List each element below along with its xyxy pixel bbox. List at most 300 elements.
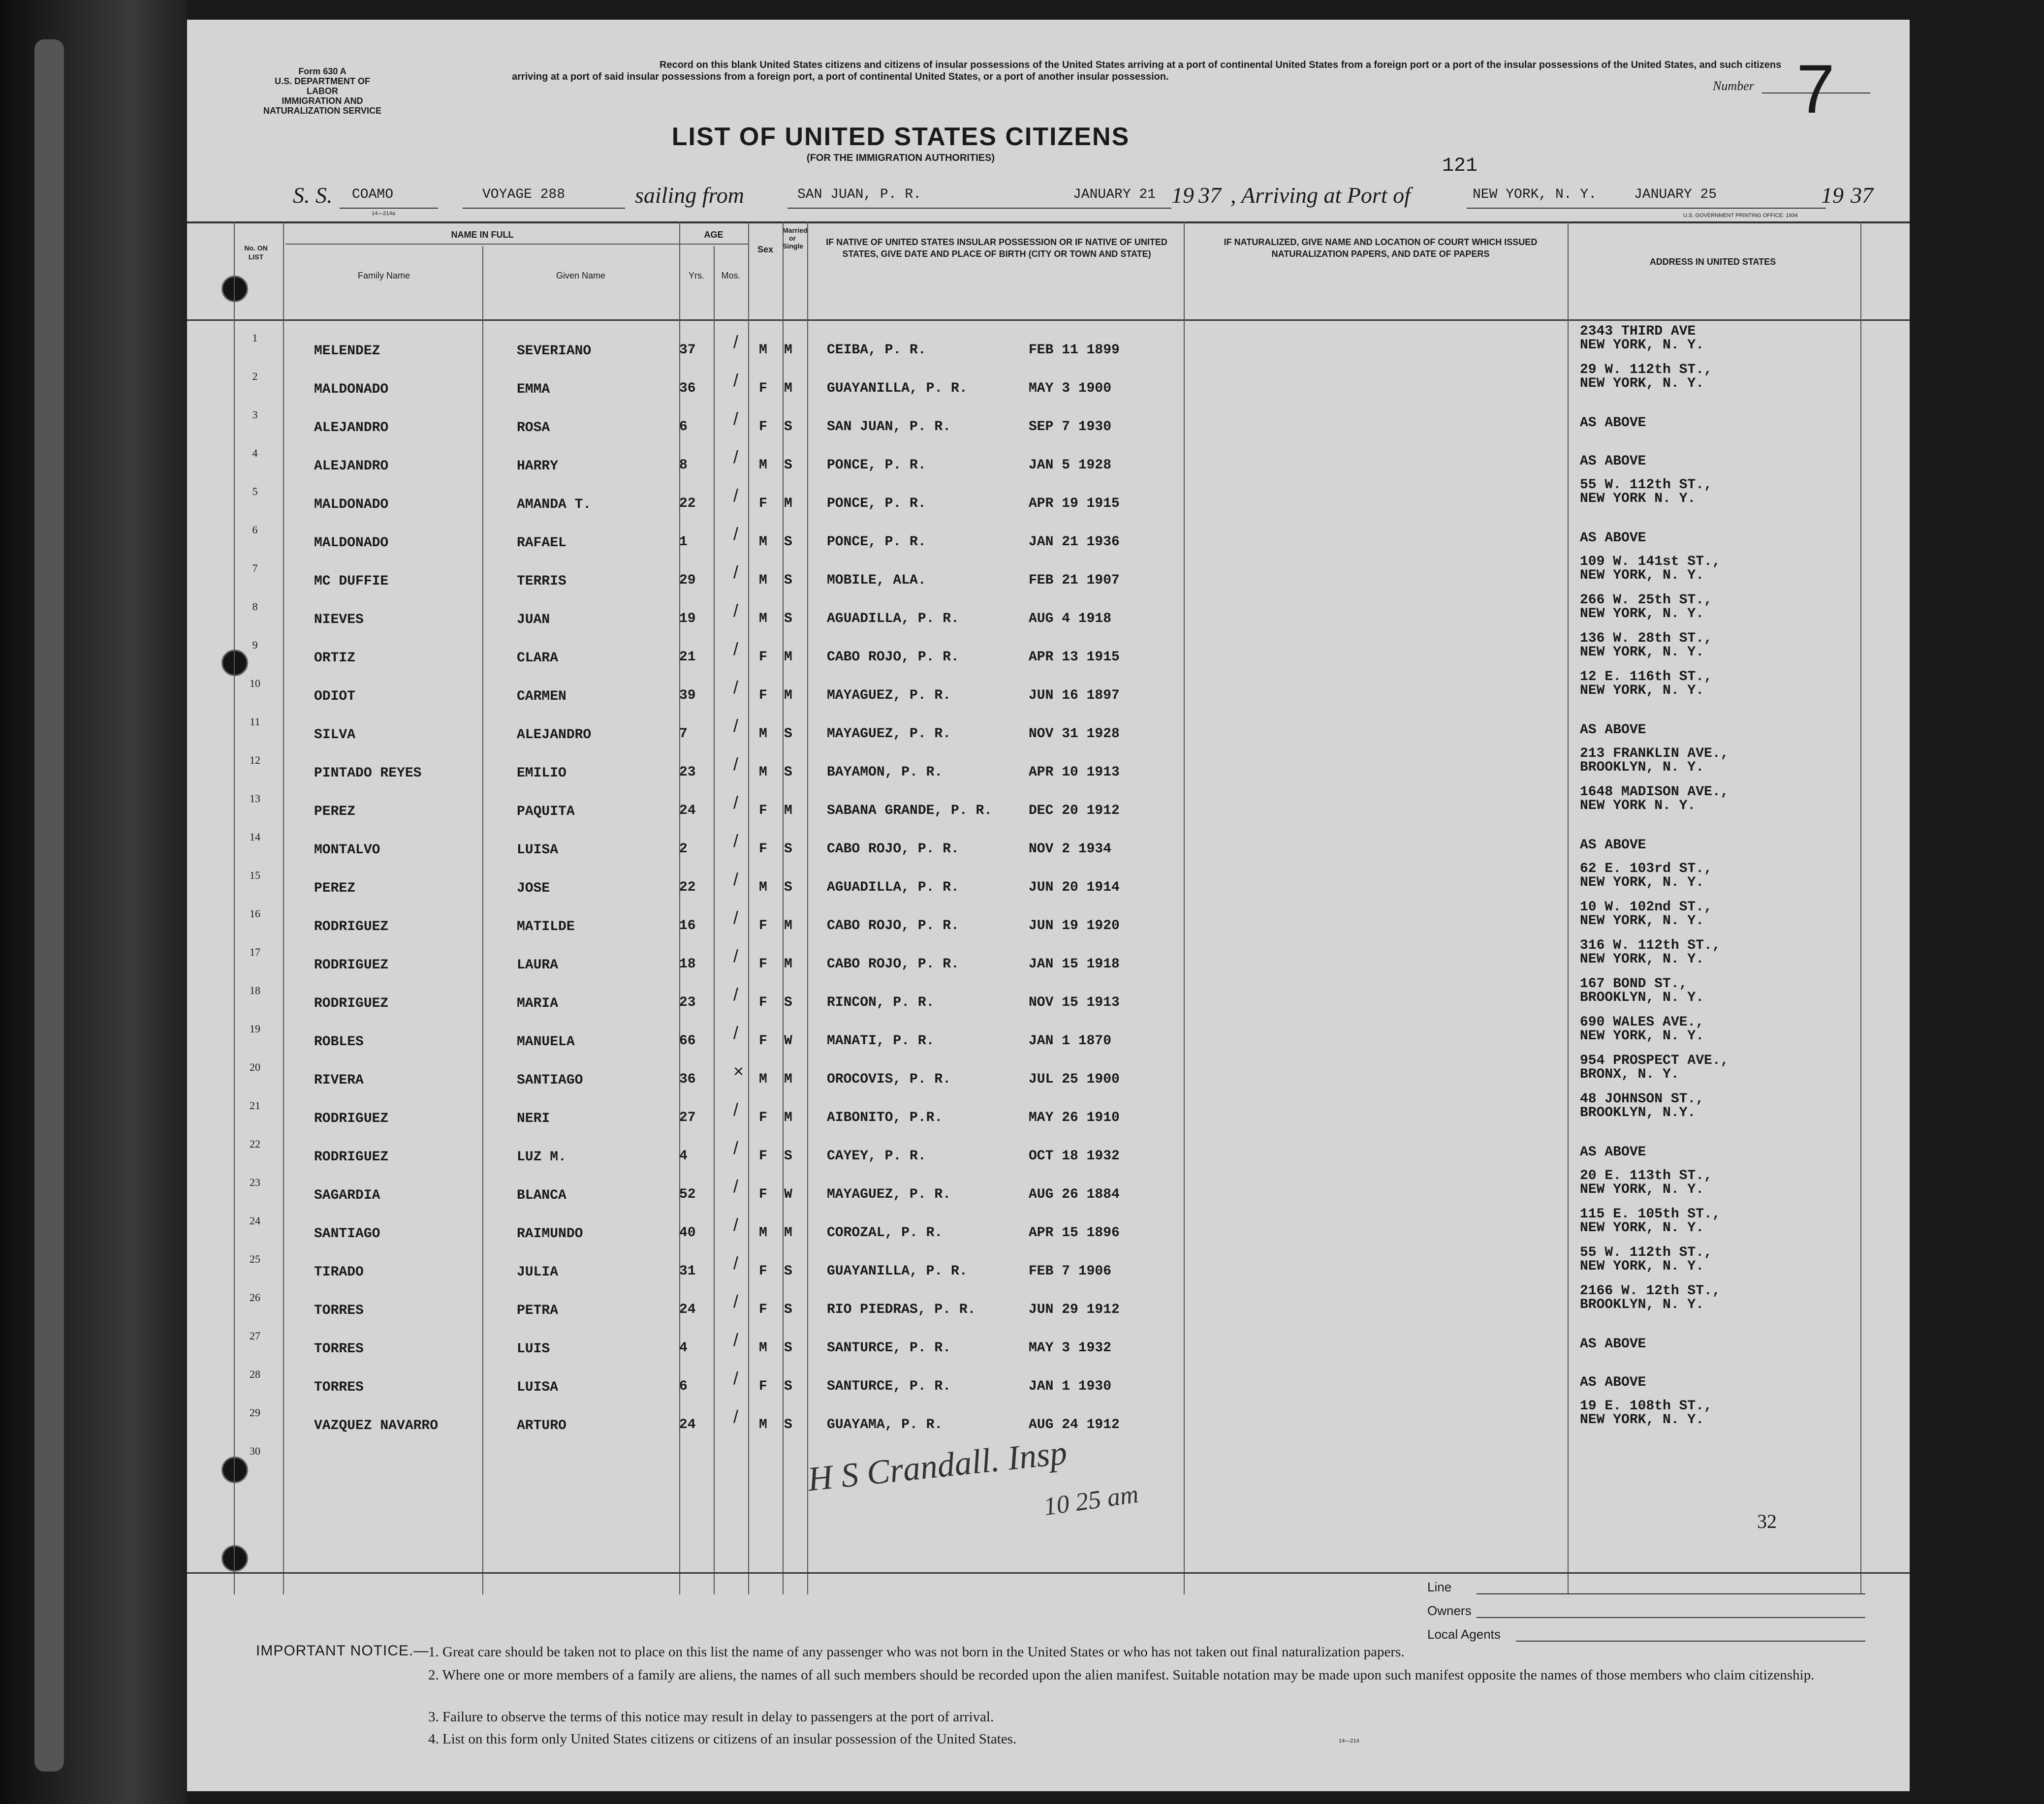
table-row	[187, 1246, 1910, 1284]
arrival-year: 37	[1851, 183, 1873, 208]
notice-item: 1. Great care should be taken not to place on this list the name of any passenger who was not born in the United States or who has not taken out final naturalization papers.	[428, 1644, 1405, 1660]
age-years: 36	[679, 381, 696, 396]
given-name: LUISA	[517, 842, 559, 858]
table-row	[187, 670, 1910, 709]
birth-place: CAYEY, P. R.	[827, 1149, 926, 1164]
address	[1580, 1016, 1704, 1043]
address-line-2: NEW YORK, N. Y.	[1580, 875, 1704, 890]
address-line-2: NEW YORK, N. Y.	[1580, 1028, 1704, 1044]
address-line-2: NEW YORK N. Y.	[1580, 798, 1696, 813]
given-name: LUISA	[517, 1380, 559, 1395]
given-name: HARRY	[517, 459, 559, 474]
age-months-tick: /	[733, 447, 739, 467]
address-line-1: 12 E. 116th ST.,	[1580, 669, 1712, 684]
row-number: 4	[252, 447, 258, 459]
age-years: 66	[679, 1033, 696, 1049]
birth-place: GUAYANILLA, P. R.	[827, 1264, 968, 1279]
sex: F	[759, 650, 767, 665]
table-row	[187, 325, 1910, 363]
row-number: 2	[252, 370, 258, 382]
print-code-bottom: 14—214	[1339, 1738, 1359, 1744]
address	[1580, 1146, 1646, 1159]
birth-date: MAY 3 1932	[1029, 1340, 1112, 1356]
given-name: CLARA	[517, 651, 559, 666]
birth-place: GUAYAMA, P. R.	[827, 1417, 943, 1432]
address-line-2: NEW YORK, N. Y.	[1580, 1412, 1704, 1428]
given-name: EMMA	[517, 382, 550, 397]
address-line-1: AS ABOVE	[1580, 530, 1646, 546]
row-number: 23	[250, 1176, 260, 1188]
sex: M	[759, 534, 767, 550]
family-name: RODRIGUEZ	[314, 1150, 389, 1165]
address	[1580, 325, 1704, 352]
birth-place: CABO ROJO, P. R.	[827, 650, 959, 665]
sex: F	[759, 1149, 767, 1164]
birth-place: PONCE, P. R.	[827, 458, 926, 473]
col-header-address: ADDRESS IN UNITED STATES	[1649, 257, 1776, 267]
birth-place: COROZAL, P. R.	[827, 1225, 943, 1241]
birth-date: APR 10 1913	[1029, 765, 1120, 780]
age-months-tick: /	[733, 1406, 739, 1427]
address-line-2: NEW YORK, N. Y.	[1580, 645, 1704, 660]
age-months-tick: /	[733, 1368, 739, 1388]
address	[1580, 455, 1646, 468]
voyage-number: VOYAGE 288	[482, 187, 566, 202]
sex: F	[759, 496, 767, 511]
arrival-port: NEW YORK, N. Y.	[1473, 187, 1597, 202]
arrival-date: JANUARY 25	[1634, 187, 1717, 202]
age-divider	[679, 244, 748, 245]
address-line-1: 2166 W. 12th ST.,	[1580, 1283, 1721, 1299]
age-months-tick: ×	[733, 1061, 744, 1081]
birth-date: SEP 7 1930	[1029, 419, 1112, 435]
birth-place: CABO ROJO, P. R.	[827, 918, 959, 933]
sex: F	[759, 957, 767, 972]
address-line-1: 62 E. 103rd ST.,	[1580, 861, 1712, 876]
marital-status: M	[784, 342, 792, 358]
row-number: 27	[250, 1330, 260, 1342]
birth-date: FEB 11 1899	[1029, 342, 1120, 358]
table-row	[187, 632, 1910, 670]
address-line-1: AS ABOVE	[1580, 1375, 1646, 1390]
sex: F	[759, 688, 767, 703]
table-row	[187, 440, 1910, 478]
print-code-top: 14—214a	[372, 211, 395, 217]
age-years: 27	[679, 1110, 696, 1125]
form-id-line: NATURALIZATION SERVICE	[263, 106, 382, 116]
age-months-tick: /	[733, 600, 739, 621]
address	[1580, 593, 1712, 621]
age-months-tick: /	[733, 408, 739, 429]
birth-place: SANTURCE, P. R.	[827, 1340, 951, 1356]
sex: M	[759, 342, 767, 358]
family-name: RODRIGUEZ	[314, 996, 389, 1011]
sex: M	[759, 1340, 767, 1356]
owners-underline	[1477, 1617, 1865, 1618]
address-line-2: NEW YORK, N. Y.	[1580, 913, 1704, 929]
arrival-underline	[1467, 208, 1826, 209]
ship-name: COAMO	[352, 187, 394, 202]
age-months-tick: /	[733, 524, 739, 544]
sex: M	[759, 1225, 767, 1241]
row-number: 12	[250, 754, 260, 766]
address	[1580, 785, 1729, 813]
given-name: AMANDA T.	[517, 497, 592, 512]
given-name: RAIMUNDO	[517, 1226, 583, 1242]
row-number: 14	[250, 831, 260, 843]
row-number: 22	[250, 1138, 260, 1150]
address	[1580, 1054, 1729, 1082]
birth-place: CABO ROJO, P. R.	[827, 957, 959, 972]
age-years: 6	[679, 1379, 688, 1394]
birth-place: AGUADILLA, P. R.	[827, 611, 959, 626]
binder-edge	[34, 39, 64, 1772]
birth-place: SANTURCE, P. R.	[827, 1379, 951, 1394]
birth-place: CABO ROJO, P. R.	[827, 841, 959, 857]
page-mark: 32	[1757, 1510, 1777, 1532]
family-name: ALEJANDRO	[314, 420, 389, 435]
marital-status: M	[784, 650, 792, 665]
address-line-1: AS ABOVE	[1580, 1145, 1646, 1160]
address	[1580, 1169, 1712, 1197]
address-line-1: AS ABOVE	[1580, 415, 1646, 431]
age-months-tick: /	[733, 754, 739, 774]
address-line-1: 316 W. 112th ST.,	[1580, 938, 1721, 953]
given-name: LAURA	[517, 958, 559, 973]
row-number: 11	[250, 715, 260, 728]
birth-place: PONCE, P. R.	[827, 534, 926, 550]
birth-date: FEB 7 1906	[1029, 1264, 1112, 1279]
family-name: SAGARDIA	[314, 1188, 380, 1203]
address-line-1: 48 JOHNSON ST.,	[1580, 1091, 1704, 1107]
sailing-date: JANUARY 21	[1073, 187, 1156, 202]
age-years: 52	[679, 1187, 696, 1202]
birth-place: MAYAGUEZ, P. R.	[827, 726, 951, 742]
address	[1580, 1284, 1721, 1312]
age-years: 1	[679, 534, 688, 550]
address	[1580, 839, 1646, 852]
row-number: 7	[252, 562, 258, 574]
year-prefix: 19	[1821, 183, 1844, 208]
col-header-name: NAME IN FULL	[451, 230, 514, 240]
row-number: 1	[252, 332, 258, 344]
age-years: 6	[679, 419, 688, 435]
address-line-1: 20 E. 113th ST.,	[1580, 1168, 1712, 1183]
table-row	[187, 824, 1910, 862]
table-bottom-border	[187, 1572, 1910, 1574]
table-row	[187, 862, 1910, 901]
age-years: 22	[679, 880, 696, 895]
marital-status: M	[784, 918, 792, 933]
age-years: 29	[679, 573, 696, 588]
given-name: MARIA	[517, 996, 559, 1011]
age-years: 8	[679, 458, 688, 473]
row-number: 28	[250, 1368, 260, 1380]
voyage-underline	[463, 208, 625, 209]
age-months-tick: /	[733, 1330, 739, 1350]
family-name: SILVA	[314, 727, 356, 743]
address-line-1: 1648 MADISON AVE.,	[1580, 784, 1729, 800]
sex: F	[759, 381, 767, 396]
address-line-1: AS ABOVE	[1580, 454, 1646, 469]
row-number: 21	[250, 1099, 260, 1112]
given-name: EMILIO	[517, 766, 566, 781]
birth-place: MOBILE, ALA.	[827, 573, 926, 588]
birth-date: AUG 4 1918	[1029, 611, 1112, 626]
form-identifier	[263, 66, 381, 116]
address-line-1: 19 E. 108th ST.,	[1580, 1399, 1712, 1414]
age-years: 18	[679, 957, 696, 972]
punch-hole	[221, 1545, 248, 1572]
stamp-number: 121	[1442, 155, 1478, 177]
address	[1580, 1337, 1646, 1351]
address-line-1: 2343 THIRD AVE	[1580, 324, 1696, 339]
sex: M	[759, 611, 767, 626]
row-number: 30	[250, 1445, 260, 1457]
address-line-1: 115 E. 105th ST.,	[1580, 1207, 1721, 1222]
ship-underline	[340, 208, 438, 209]
notice-item: 4. List on this form only United States citizens or citizens of an insular possession of the United States.	[428, 1731, 1017, 1747]
birth-date: FEB 21 1907	[1029, 573, 1120, 588]
table-row	[187, 1092, 1910, 1131]
family-name: PEREZ	[314, 881, 356, 896]
age-months-tick: /	[733, 984, 739, 1004]
age-years: 23	[679, 765, 696, 780]
address-line-1: 55 W. 112th ST.,	[1580, 1245, 1712, 1260]
notice-item: 3. Failure to observe the terms of this notice may result in delay to passengers at the port of arrival.	[428, 1709, 994, 1725]
ss-label: S. S.	[293, 183, 333, 208]
age-months-tick: /	[733, 1099, 739, 1120]
address-line-1: 213 FRANKLIN AVE.,	[1580, 746, 1729, 761]
age-years: 37	[679, 342, 696, 358]
important-notice-heading: IMPORTANT NOTICE.—	[256, 1643, 429, 1659]
birth-date: JAN 1 1870	[1029, 1033, 1112, 1049]
sex: F	[759, 803, 767, 818]
line-underline	[1477, 1593, 1865, 1594]
sex: F	[759, 995, 767, 1010]
birth-date: JUN 29 1912	[1029, 1302, 1120, 1317]
sex: F	[759, 841, 767, 857]
col-header-yrs: Yrs.	[688, 271, 704, 280]
marital-status: S	[784, 1379, 792, 1394]
sex: F	[759, 1110, 767, 1125]
age-months-tick: /	[733, 831, 739, 851]
birth-date: OCT 18 1932	[1029, 1149, 1120, 1164]
family-name: TORRES	[314, 1341, 364, 1357]
sex: M	[759, 1417, 767, 1432]
address	[1580, 747, 1729, 775]
table-row	[187, 1054, 1910, 1092]
sex: M	[759, 1072, 767, 1087]
birth-date: NOV 31 1928	[1029, 726, 1120, 742]
given-name: LUIS	[517, 1341, 550, 1357]
birth-date: MAY 3 1900	[1029, 381, 1112, 396]
sex: F	[759, 918, 767, 933]
family-name: TORRES	[314, 1303, 364, 1318]
birth-place: BAYAMON, P. R.	[827, 765, 943, 780]
address-line-2: BROOKLYN, N. Y.	[1580, 990, 1704, 1005]
birth-date: MAY 26 1910	[1029, 1110, 1120, 1125]
agents-underline	[1516, 1641, 1865, 1642]
row-number: 3	[252, 408, 258, 421]
address	[1580, 1376, 1646, 1390]
table-row	[187, 1284, 1910, 1323]
marital-status: M	[784, 496, 792, 511]
table-row	[187, 709, 1910, 747]
table-row	[187, 1131, 1910, 1169]
marital-status: M	[784, 957, 792, 972]
birth-place: SABANA GRANDE, P. R.	[827, 803, 993, 818]
age-years: 4	[679, 1149, 688, 1164]
birth-date: AUG 26 1884	[1029, 1187, 1120, 1202]
given-name: RAFAEL	[517, 535, 566, 551]
address-line-2: NEW YORK, N. Y.	[1580, 1220, 1704, 1236]
binder-strip	[0, 0, 187, 1804]
table-row	[187, 939, 1910, 977]
birth-date: APR 13 1915	[1029, 650, 1120, 665]
marital-status: S	[784, 534, 792, 550]
row-number: 9	[252, 639, 258, 651]
address-line-2: BROOKLYN, N. Y.	[1580, 760, 1704, 775]
form-id-line: IMMIGRATION AND	[282, 96, 363, 106]
sailing-label: sailing from	[635, 183, 744, 208]
address-line-2: NEW YORK, N. Y.	[1580, 568, 1704, 583]
birth-place: MAYAGUEZ, P. R.	[827, 1187, 951, 1202]
birth-place: GUAYANILLA, P. R.	[827, 381, 968, 396]
table-row	[187, 478, 1910, 517]
marital-status: S	[784, 726, 792, 742]
given-name: PETRA	[517, 1303, 559, 1318]
col-header-given: Given Name	[556, 271, 606, 280]
marital-status: M	[784, 1110, 792, 1125]
address-line-1: 136 W. 28th ST.,	[1580, 631, 1712, 646]
address-line-1: 29 W. 112th ST.,	[1580, 362, 1712, 377]
row-number: 8	[252, 600, 258, 613]
address-line-1: 266 W. 25th ST.,	[1580, 592, 1712, 608]
age-years: 31	[679, 1264, 696, 1279]
age-months-tick: /	[733, 1138, 739, 1158]
family-name: SANTIAGO	[314, 1226, 380, 1242]
family-name: MC DUFFIE	[314, 574, 389, 589]
local-agents-label: Local Agents	[1427, 1627, 1501, 1642]
age-months-tick: /	[733, 485, 739, 505]
address-line-2: NEW YORK, N. Y.	[1580, 1182, 1704, 1197]
birth-place: MAYAGUEZ, P. R.	[827, 688, 951, 703]
address-line-2: NEW YORK, N. Y.	[1580, 952, 1704, 967]
age-months-tick: /	[733, 370, 739, 390]
marital-status: S	[784, 1340, 792, 1356]
address	[1580, 939, 1721, 966]
table-row	[187, 785, 1910, 824]
arriving-label: , Arriving at Port of	[1230, 183, 1411, 208]
age-years: 21	[679, 650, 696, 665]
age-years: 2	[679, 841, 688, 857]
address-line-1: AS ABOVE	[1580, 722, 1646, 738]
address	[1580, 478, 1712, 506]
sex: F	[759, 1033, 767, 1049]
owners-label: Owners	[1427, 1603, 1472, 1618]
birth-date: JAN 15 1918	[1029, 957, 1120, 972]
address	[1580, 1208, 1721, 1235]
marital-status: M	[784, 803, 792, 818]
row-number: 29	[250, 1406, 260, 1419]
row-number: 5	[252, 485, 258, 498]
sex: F	[759, 1264, 767, 1279]
sailing-year: 37	[1198, 183, 1221, 208]
address	[1580, 416, 1646, 430]
col-header-married: Married or Single	[783, 226, 808, 250]
age-months-tick: /	[733, 1176, 739, 1196]
address-line-1: 55 W. 112th ST.,	[1580, 477, 1712, 493]
birth-place: SAN JUAN, P. R.	[827, 419, 951, 435]
birth-date: JUN 19 1920	[1029, 918, 1120, 933]
table-row	[187, 1400, 1910, 1438]
table-row	[187, 517, 1910, 555]
address	[1580, 555, 1721, 583]
age-months-tick: /	[733, 639, 739, 659]
family-name: ODIOT	[314, 689, 356, 704]
family-name: MONTALVO	[314, 842, 380, 858]
row-number: 17	[250, 946, 260, 958]
marital-status: S	[784, 841, 792, 857]
sex: F	[759, 419, 767, 435]
family-name: PEREZ	[314, 804, 356, 819]
given-name: MATILDE	[517, 919, 575, 934]
address	[1580, 670, 1712, 698]
birth-place: MANATI, P. R.	[827, 1033, 935, 1049]
col-header-sex: Sex	[757, 245, 774, 254]
given-name: MANUELA	[517, 1034, 575, 1050]
sex: M	[759, 458, 767, 473]
birth-date: JAN 21 1936	[1029, 534, 1120, 550]
age-months-tick: /	[733, 1253, 739, 1273]
family-name: MALDONADO	[314, 535, 389, 551]
birth-date: JUN 16 1897	[1029, 688, 1120, 703]
address-line-1: 690 WALES AVE.,	[1580, 1015, 1704, 1030]
row-number: 10	[250, 677, 260, 689]
marital-status: S	[784, 458, 792, 473]
row-number: 20	[250, 1061, 260, 1073]
sex: F	[759, 1379, 767, 1394]
address	[1580, 363, 1712, 391]
given-name: ROSA	[517, 420, 550, 435]
marital-status: M	[784, 1225, 792, 1241]
given-name: LUZ M.	[517, 1150, 566, 1165]
address	[1580, 977, 1704, 1005]
birth-place: RINCON, P. R.	[827, 995, 935, 1010]
col-header-family: Family Name	[357, 271, 410, 280]
age-years: 40	[679, 1225, 696, 1241]
given-name: TERRIS	[517, 574, 566, 589]
given-name: ALEJANDRO	[517, 727, 592, 743]
inspection-time: 10 25 am	[1041, 1480, 1140, 1522]
address	[1580, 632, 1712, 659]
address-line-1: 109 W. 141st ST.,	[1580, 554, 1721, 569]
address	[1580, 531, 1646, 545]
address	[1580, 862, 1712, 890]
form-id-line: Form 630 A	[298, 66, 346, 76]
table-row	[187, 1016, 1910, 1054]
age-months-tick: /	[733, 907, 739, 928]
age-years: 16	[679, 918, 696, 933]
marital-status: S	[784, 573, 792, 588]
address-line-1: 10 W. 102nd ST.,	[1580, 900, 1712, 915]
row-number: 18	[250, 984, 260, 996]
marital-status: S	[784, 1264, 792, 1279]
family-name: RODRIGUEZ	[314, 958, 389, 973]
sex: M	[759, 573, 767, 588]
table-row	[187, 593, 1910, 632]
